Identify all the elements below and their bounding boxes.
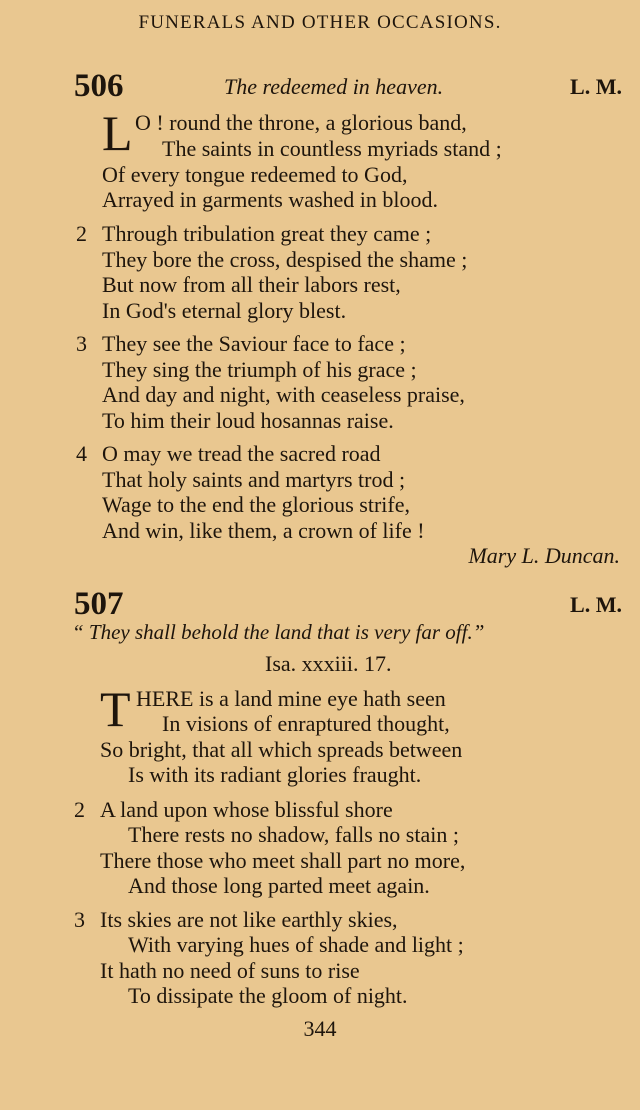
verse-line: The saints in countless myriads stand ; [162, 136, 502, 161]
verse-line: O ! round the throne, a glorious band, [135, 110, 467, 135]
hymn-meter: L. M. [570, 592, 622, 617]
verse-number: 2 [74, 797, 85, 822]
verse-line: O may we tread the sacred road [102, 441, 381, 466]
verse-number: 3 [74, 907, 85, 932]
verse-line: They sing the triumph of his grace ; [102, 357, 417, 382]
verse-number: 2 [76, 221, 87, 246]
verse-line: HERE is a land mine eye hath seen [136, 686, 446, 711]
verse-line: There those who meet shall part no more, [100, 848, 466, 873]
verse-line: Its skies are not like earthly skies, [100, 907, 398, 932]
verse-line: Wage to the end the glorious strife, [102, 492, 410, 517]
hymn-title: The redeemed in heaven. [224, 74, 444, 99]
scripture-reference: Isa. xxxiii. 17. [265, 651, 392, 676]
hymn-author: Mary L. Duncan. [468, 543, 620, 568]
verse-line: A land upon whose blissful shore [100, 797, 393, 822]
verse-line: It hath no need of suns to rise [100, 958, 360, 983]
verse-line: To dissipate the gloom of night. [128, 983, 408, 1008]
verse-line: That holy saints and martyrs trod ; [102, 467, 406, 492]
verse-line: And those long parted meet again. [128, 873, 430, 898]
verse-line: They see the Saviour face to face ; [102, 331, 406, 356]
verse-line: There rests no shadow, falls no stain ; [128, 822, 459, 847]
page-number: 344 [303, 1016, 337, 1041]
verse-line: Of every tongue redeemed to God, [102, 162, 408, 187]
hymn-number: 506 [74, 68, 124, 104]
drop-cap: T [100, 681, 131, 737]
verse-line: But now from all their labors rest, [102, 272, 401, 297]
verse-line: In God's eternal glory blest. [102, 298, 347, 323]
verse-line: Arrayed in garments washed in blood. [102, 187, 439, 212]
verse-line: And win, like them, a crown of life ! [102, 518, 425, 543]
running-header: FUNERALS AND OTHER OCCASIONS. [138, 12, 502, 33]
verse-line: With varying hues of shade and light ; [128, 932, 464, 957]
verse-line: Is with its radiant glories fraught. [128, 762, 422, 787]
hymn-506-heading [74, 68, 622, 108]
verse-line: To him their loud hosannas raise. [102, 408, 394, 433]
hymn-number: 507 [74, 586, 124, 622]
verse-number: 4 [76, 441, 87, 466]
verse-line: Through tribulation great they came ; [102, 221, 432, 246]
verse-line: They bore the cross, despised the shame ; [102, 247, 468, 272]
verse-number: 3 [76, 331, 87, 356]
verse-line: In visions of enraptured thought, [162, 711, 450, 736]
verse-line: So bright, that all which spreads between [100, 737, 463, 762]
drop-cap: L [102, 105, 133, 161]
verse-line: And day and night, with ceaseless praise, [102, 382, 465, 407]
hymn-epigraph: “ They shall behold the land that is very far off.” [72, 620, 485, 644]
hymn-meter: L. M. [570, 74, 622, 99]
